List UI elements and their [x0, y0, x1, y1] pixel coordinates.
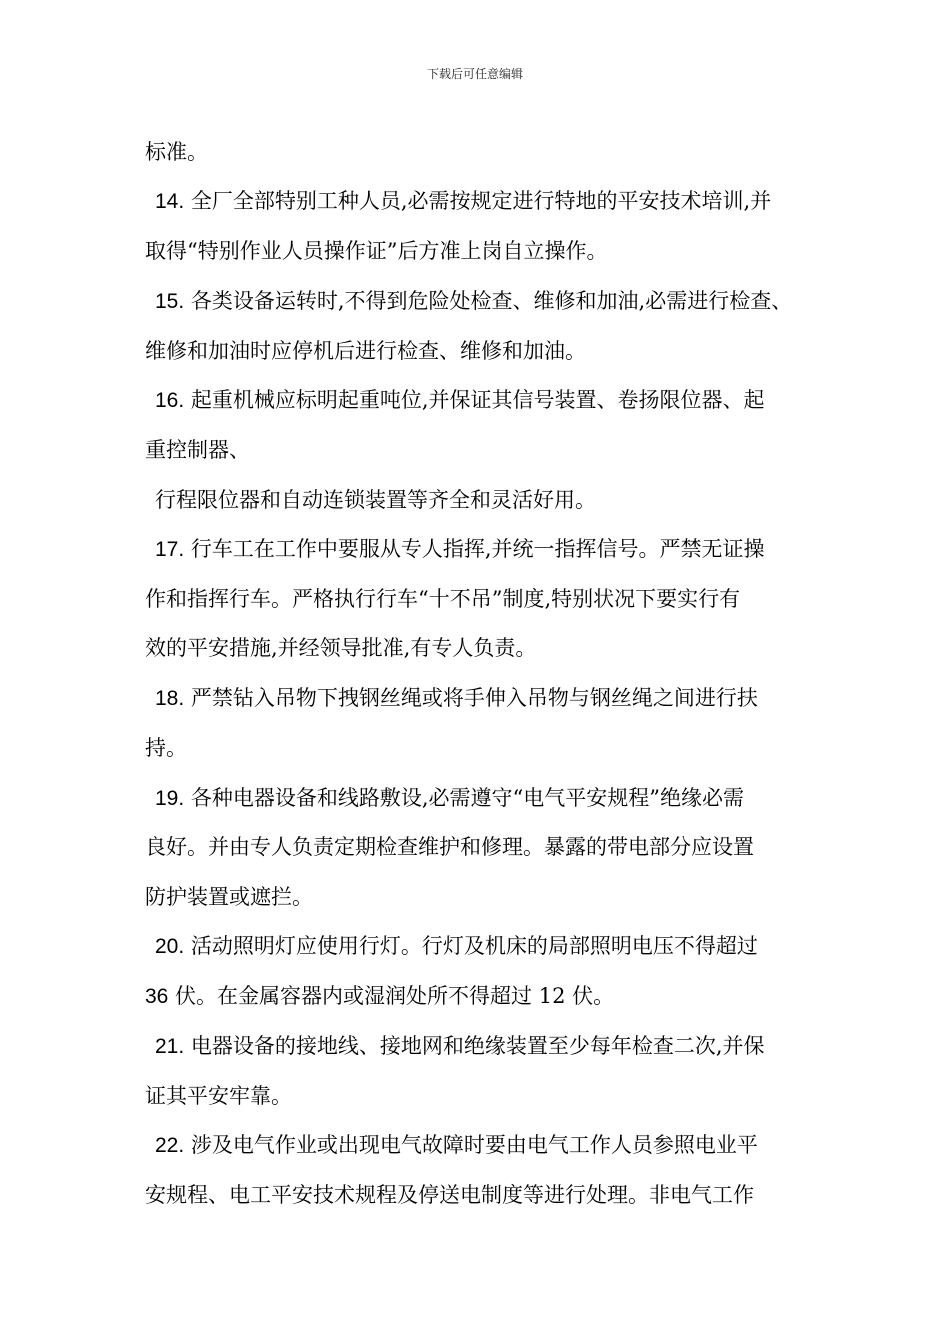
line-text: 效的平安措施,并经领导批准,有专人负责。: [145, 636, 537, 660]
line-text: 涉及电气作业或出现电气故障时要由电气工作人员参照电业平: [184, 1133, 758, 1157]
line-text: 行程限位器和自动连锁装置等齐全和灵活好用。: [155, 488, 596, 512]
text-line: [145, 336, 586, 367]
line-text: 重控制器、: [145, 438, 250, 462]
text-line: [145, 733, 187, 764]
line-text: 活动照明灯应使用行灯。行灯及机床的局部照明电压不得超过: [184, 934, 758, 958]
line-text: 取得“特别作业人员操作证”后方准上岗自立操作。: [145, 239, 608, 263]
line-text: 防护装置或遮拦。: [145, 885, 313, 909]
line-text: 标准。: [145, 140, 208, 164]
line-text: 伏。在金属容器内或湿润处所不得超过 12 伏。: [168, 984, 615, 1008]
line-text: 维修和加油时应停机后进行检查、维修和加油。: [145, 339, 586, 363]
item-number: 20.: [155, 935, 185, 958]
item-number: 16.: [155, 389, 185, 412]
text-line: [145, 137, 208, 168]
text-line: [145, 1180, 754, 1211]
line-text: 电器设备的接地线、接地网和绝缘装置至少每年检查二次,并保: [184, 1034, 765, 1058]
item-number: 19.: [155, 787, 185, 810]
page-header: 下载后可任意编辑: [426, 67, 523, 81]
item-number: 22.: [155, 1134, 185, 1157]
text-line: [145, 981, 614, 1012]
line-text: 行车工在工作中要服从专人指挥,并统一指挥信号。严禁无证操: [184, 537, 765, 561]
line-text: 作和指挥行车。严格执行行车“十不吊”制度,特别状况下要实行有: [145, 587, 741, 611]
item-number: 17.: [155, 538, 185, 561]
line-text: 全厂全部特别工种人员,必需按规定进行特地的平安技术培训,并: [184, 189, 772, 213]
text-line: [155, 534, 765, 565]
text-line: [145, 832, 754, 863]
item-number: 14.: [155, 190, 185, 213]
item-number: 18.: [155, 687, 185, 710]
line-text: 严禁钻入吊物下拽钢丝绳或将手伸入吊物与钢丝绳之间进行扶: [184, 686, 758, 710]
text-line: [155, 385, 765, 416]
item-number: 15.: [155, 290, 185, 313]
line-text: 持。: [145, 736, 187, 760]
text-line: [145, 1081, 292, 1112]
line-text: 证其平安牢靠。: [145, 1084, 292, 1108]
text-line: [155, 1130, 758, 1161]
line-text: 各种电器设备和线路敷设,必需遵守“电气平安规程”绝缘必需: [184, 786, 745, 810]
text-line: [155, 485, 596, 516]
text-line: [145, 236, 607, 267]
text-line: [155, 186, 771, 217]
line-text: 起重机械应标明起重吨位,并保证其信号装置、卷扬限位器、起: [184, 388, 765, 412]
text-line: [155, 783, 744, 814]
line-text: 良好。并由专人负责定期检查维护和修理。暴露的带电部分应设置: [145, 835, 754, 859]
text-line: [145, 435, 250, 466]
item-number: 21.: [155, 1035, 185, 1058]
text-line: [155, 683, 758, 714]
line-text: 各类设备运转时,不得到危险处检查、维修和加油,必需进行检查、: [184, 289, 793, 313]
text-line: [155, 931, 758, 962]
text-line: [145, 882, 313, 913]
text-line: [155, 1031, 765, 1062]
text-line: [145, 584, 740, 615]
line-text: 安规程、电工平安技术规程及停送电制度等进行处理。非电气工作: [145, 1183, 754, 1207]
text-line: [145, 633, 536, 664]
text-line: [155, 286, 792, 317]
item-number: 36: [145, 985, 169, 1008]
